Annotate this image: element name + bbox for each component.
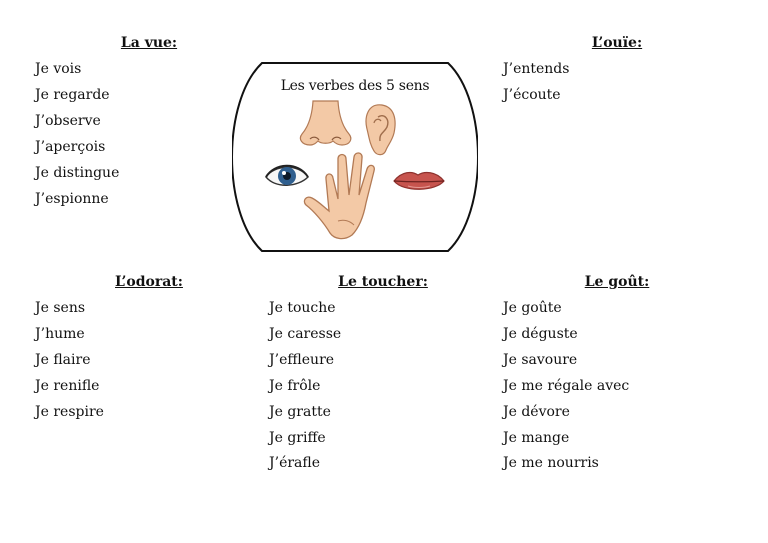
section-title-ouie: L’ouïe:: [591, 35, 643, 51]
verb-item: Je touche: [269, 300, 336, 316]
verb-list-gout: [501, 296, 733, 477]
section-odorat: [33, 274, 265, 426]
verb-item: J’effleure: [269, 351, 335, 368]
verb-item: J’écoute: [503, 86, 561, 103]
verb-item: Je sens: [35, 300, 86, 316]
verb-item: J’érafle: [269, 455, 321, 472]
verb-item: Je renifle: [35, 377, 100, 394]
verb-item: Je savoure: [503, 351, 578, 368]
senses-illustration: [232, 61, 478, 253]
section-gout: [501, 274, 733, 477]
verb-list-ouie: [501, 57, 733, 109]
verb-item: J’espionne: [35, 190, 109, 207]
verb-item: J’entends: [503, 61, 570, 77]
verb-item: Je mange: [503, 429, 570, 446]
verb-item: Je déguste: [503, 325, 578, 342]
verb-item: Je respire: [35, 403, 104, 420]
verb-item: J’observe: [35, 112, 101, 129]
verb-item: Je flaire: [35, 351, 91, 368]
illustration-title: Les verbes des 5 sens: [280, 78, 430, 94]
verb-item: J’hume: [35, 325, 85, 342]
verb-item: Je me nourris: [503, 455, 599, 472]
section-title-odorat: L’odorat:: [115, 274, 183, 290]
verb-item: Je gratte: [269, 403, 331, 420]
verb-list-vue: [33, 57, 265, 212]
verb-item: Je vois: [35, 61, 82, 77]
section-vue: [33, 35, 265, 212]
section-ouie: [501, 35, 733, 109]
verb-item: Je griffe: [269, 429, 326, 446]
verb-item: Je dévore: [503, 403, 570, 420]
section-toucher: [267, 274, 499, 477]
verb-item: Je goûte: [503, 300, 562, 316]
verb-item: Je caresse: [269, 325, 342, 342]
verb-list-toucher: [267, 296, 499, 477]
verb-list-odorat: [33, 296, 265, 426]
verb-item: Je frôle: [269, 377, 321, 394]
section-title-vue: La vue:: [120, 35, 178, 51]
section-title-gout: Le goût:: [584, 274, 650, 290]
verb-item: Je regarde: [35, 86, 110, 103]
verb-item: Je me régale avec: [503, 377, 630, 394]
section-title-toucher: Le toucher:: [338, 274, 428, 290]
verb-item: Je distingue: [35, 164, 120, 181]
verb-item: J’aperçois: [35, 138, 106, 155]
